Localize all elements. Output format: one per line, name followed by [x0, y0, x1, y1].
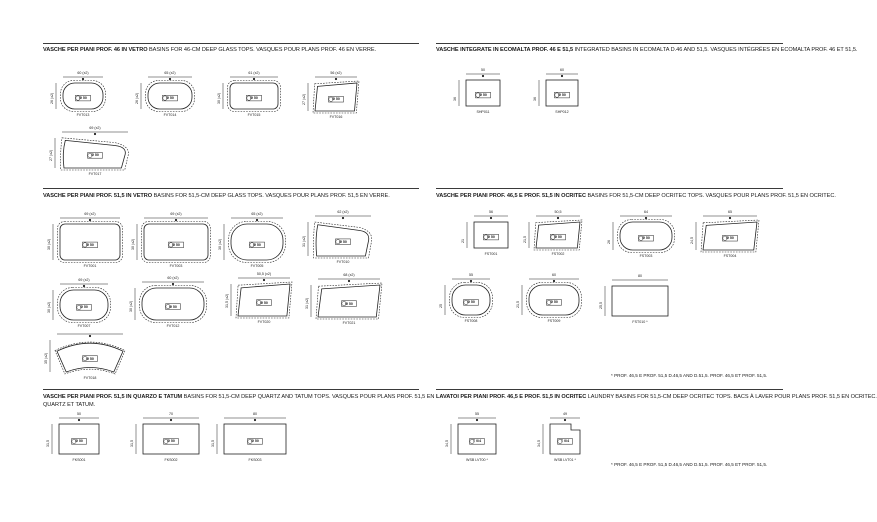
tap-hole-icon — [553, 280, 555, 282]
center-label: Ø 50 — [91, 153, 99, 158]
model-code: FVT012 — [166, 324, 180, 328]
height-label: 27 (x2) — [302, 93, 306, 105]
center-label: Ø 50 — [260, 300, 268, 305]
tap-hole-icon — [564, 419, 566, 421]
height-label: 26 (x2) — [135, 92, 139, 104]
height-label: 36 — [453, 97, 457, 101]
height-label: 25,5 — [599, 302, 603, 309]
model-code: FST008 — [464, 319, 478, 323]
center-label: T 0/4 — [472, 439, 482, 444]
center-label: Ø 50 — [253, 242, 261, 247]
basin-fvt014 — [135, 71, 192, 117]
tap-hole-icon — [645, 217, 647, 219]
tap-hole-icon — [78, 419, 80, 421]
model-code: FVT013 — [76, 113, 90, 117]
width-label: 65 (x2) — [164, 71, 176, 75]
width-label: 56 — [489, 210, 493, 214]
width-label: 70 — [169, 412, 173, 416]
height-label: 30 (x2) — [217, 92, 221, 104]
height-label: 31,5 — [46, 440, 50, 447]
width-label: 65 (x2) — [251, 212, 263, 216]
width-label: 60 — [560, 68, 564, 72]
center-label: Ø 50 — [479, 93, 487, 98]
width-label: 56 (x2) — [330, 71, 342, 75]
tap-hole-icon — [557, 217, 559, 219]
width-label: 69 (x2) — [89, 126, 101, 130]
tap-hole-icon — [82, 78, 84, 80]
center-label: Ø 50 — [172, 242, 180, 247]
height-label: 30 (x2) — [47, 238, 51, 250]
model-code: FST004 — [723, 254, 737, 258]
rule-mid-left — [43, 188, 419, 189]
model-code: FKS003 — [248, 458, 262, 462]
height-label: 35 (x2) — [44, 352, 48, 364]
tap-hole-icon — [561, 75, 563, 77]
basin-fks002 — [130, 412, 199, 462]
center-label: Ø 50 — [167, 439, 175, 444]
width-label: 55 — [475, 412, 479, 416]
basin-shp011 — [453, 68, 500, 114]
model-code: FST003 — [639, 254, 653, 258]
tap-hole-icon — [482, 75, 484, 77]
center-label: Ø 50 — [250, 96, 258, 101]
height-label: 30 (x2) — [131, 238, 135, 250]
center-label: Ø 50 — [558, 93, 566, 98]
width-label: 69 (x2) — [78, 278, 90, 282]
center-label: Ø 50 — [345, 301, 353, 306]
basin-fvt012 — [129, 276, 204, 328]
model-code: FVT021 — [342, 321, 356, 325]
tap-hole-icon — [476, 419, 478, 421]
model-code: FVT010 — [336, 260, 350, 264]
basin-wsb-lvt01 — [537, 412, 580, 462]
height-label: 24,5 — [690, 237, 694, 244]
basin-fvt021 — [305, 273, 380, 325]
center-label: Ø 50 — [79, 96, 87, 101]
center-label: Ø 50 — [339, 239, 347, 244]
basin-fst003 — [607, 210, 672, 258]
height-label: 30 (x2) — [129, 300, 133, 312]
width-label: 60 (x2) — [167, 276, 179, 280]
height-label: 31 (x2) — [302, 235, 306, 247]
tap-hole-icon — [175, 219, 177, 221]
basin-fks001 — [46, 412, 99, 462]
width-label: 50,5 (x2) — [256, 272, 272, 276]
width-label: 69 (x2) — [84, 212, 96, 216]
section-title-ocritec: VASCHE PER PIANI PROF. 46,5 E PROF. 51,5 IN OCRITEC BASINS FOR 51,5-CM DEEP OCRITEC TOPS. VASQUES POUR PLANS PROF. 51,5 EN OCRITEC. — [436, 193, 836, 199]
model-code: FVT007 — [77, 324, 91, 328]
basin-fvt005 — [218, 212, 283, 268]
model-code: FVT003 — [169, 264, 183, 268]
height-label: 27 (x2) — [49, 149, 53, 161]
tap-hole-icon — [490, 217, 492, 219]
model-code: FVT014 — [163, 113, 177, 117]
tap-hole-icon — [256, 219, 258, 221]
basin-fvt020 — [225, 272, 290, 324]
center-label: T 0/4 — [560, 439, 570, 444]
height-label: 34,5 — [445, 440, 449, 447]
center-label: Ø 50 — [86, 356, 94, 361]
width-label: 49 — [563, 412, 567, 416]
section-title-quarzo: VASCHE PER PIANI PROF. 51,5 IN QUARZO E TATUM BASINS FOR 51,5-CM DEEP QUARTZ AND TATUM TOPS. VASQUES POUR PLANS PROF. 51,5 EN — [43, 394, 435, 400]
rule-mid-right — [436, 188, 783, 189]
center-label: Ø 50 — [467, 300, 475, 305]
tap-hole-icon — [170, 419, 172, 421]
model-code: FVT001 — [83, 264, 97, 268]
basin-fvt001 — [47, 212, 120, 268]
height-label: 31,5 — [211, 440, 215, 447]
rule-top-right — [436, 43, 783, 44]
tap-hole-icon — [342, 217, 344, 219]
height-label: 26 (x2) — [50, 92, 54, 104]
model-code: FST001 — [484, 252, 498, 256]
basin-shp012 — [533, 68, 578, 114]
model-code: FVT016 — [329, 115, 343, 119]
center-label: Ø 50 — [80, 305, 88, 310]
width-label: 80 — [253, 412, 257, 416]
tap-hole-icon — [470, 280, 472, 282]
basin-fvt016 — [302, 71, 357, 119]
rule-low-left — [43, 389, 419, 390]
footnote-lavatoi: * PROF. 46,5 E PROF. 51,5 D.46,5 AND D.51,5. PROF. 46,5 ET PROF. 51,5. — [611, 462, 768, 467]
model-code: FVT018 — [83, 376, 97, 380]
width-label: 65 — [728, 210, 732, 214]
tap-hole-icon — [89, 219, 91, 221]
width-label: 50,5 — [554, 210, 562, 214]
model-code: FVT017 — [88, 172, 102, 176]
footnote-ocritec: * PROF. 46,5 E PROF. 51,5 D.46,5 AND D.51,5. PROF. 46,5 ET PROF. 51,5. — [611, 373, 768, 378]
center-label: Ø 50 — [169, 304, 177, 309]
basin-fst002 — [523, 210, 580, 256]
section-title-ecomalta: VASCHE INTEGRATE IN ECOMALTA PROF. 46 E 51,5 INTEGRATED BASINS IN ECOMALTA D.46 AND 51,5. VASQUES INTÉGRÉES EN ECOMALTA PROF. 46 ET 51,5. — [436, 47, 858, 53]
tap-hole-icon — [729, 217, 731, 219]
height-label: 21,5 — [516, 301, 520, 308]
section-title-lavatoi: LAVATOI PER PIANI PROF. 46,5 E PROF. 51,5 IN OCRITEC LAUNDRY BASINS FOR 51,5-CM DEEP OCRITEC TOPS. BACS À LAVER POUR PLANS PROF. 51,5 EN OCRITEC. — [436, 394, 877, 400]
basin-fvt015 — [217, 71, 278, 117]
height-label: 34,5 — [537, 440, 541, 447]
tap-hole-icon — [94, 133, 96, 135]
tap-hole-icon — [348, 280, 350, 282]
model-code: FST002 — [551, 252, 565, 256]
basin-fvt003 — [131, 212, 208, 268]
basin-fst010 — [599, 274, 668, 324]
height-label: 25 — [439, 304, 443, 308]
width-label: 62 (x2) — [337, 210, 349, 214]
model-code: FVT005 — [250, 264, 264, 268]
height-label: 30 (x2) — [47, 301, 51, 313]
basin-wsb-lvt00 — [445, 412, 496, 462]
basin-fst009 — [516, 273, 579, 323]
model-code: FKS002 — [164, 458, 178, 462]
width-label: 61 (x2) — [248, 71, 260, 75]
model-code: SHP011 — [476, 110, 490, 114]
basin-fvt010 — [302, 210, 371, 264]
basin-outline — [612, 286, 668, 316]
tap-hole-icon — [254, 419, 256, 421]
tap-hole-icon — [263, 279, 265, 281]
model-code: FVT020 — [257, 320, 271, 324]
center-label: Ø 50 — [726, 236, 734, 241]
width-label: 68 (x2) — [343, 273, 355, 277]
width-label: 64 — [644, 210, 648, 214]
center-label: Ø 50 — [550, 300, 558, 305]
basin-fvt018 — [44, 340, 123, 380]
height-label: 36 — [533, 97, 537, 101]
width-label: 50 — [481, 68, 485, 72]
basin-fvt013 — [50, 71, 103, 117]
center-label: Ø 50 — [332, 97, 340, 102]
height-label: 31 (x2) — [305, 297, 309, 309]
model-code: FST009 — [547, 319, 561, 323]
rule-low-right — [436, 389, 783, 390]
section-title-vetro515: VASCHE PER PIANI PROF. 51,5 IN VETRO BASINS FOR 51,5-CM DEEP GLASS TOPS. VASQUES POUR PLANS PROF. 51,5 EN VERRE. — [43, 193, 390, 199]
tap-hole-icon — [83, 285, 85, 287]
width-label: 69 (x2) — [170, 212, 182, 216]
center-label: Ø 50 — [487, 235, 495, 240]
basin-fst004 — [690, 210, 757, 258]
width-label: 80 — [638, 274, 642, 278]
basin-fvt007 — [47, 278, 108, 328]
width-label: 55 — [469, 273, 473, 277]
model-code: FVT015 — [247, 113, 261, 117]
basin-fvt017 — [49, 126, 128, 176]
center-label: Ø 50 — [75, 439, 83, 444]
height-label: 21,5 — [523, 236, 527, 243]
tap-hole-icon — [172, 283, 174, 285]
model-code: WSB LVT00 * — [466, 458, 488, 462]
section-title-vetro46: VASCHE PER PIANI PROF. 46 IN VETRO BASINS FOR 46-CM DEEP GLASS TOPS. VASQUES POUR PLANS PROF. 46 EN VERRE. — [43, 47, 377, 53]
tap-hole-icon — [253, 78, 255, 80]
basin-fst008 — [439, 273, 490, 323]
basin-fks003 — [211, 412, 286, 462]
model-code: FKS001 — [72, 458, 86, 462]
center-label: Ø 50 — [166, 96, 174, 101]
basin-fst001 — [461, 210, 508, 256]
width-label: 60 — [552, 273, 556, 277]
height-label: 21 — [461, 239, 465, 243]
center-label: Ø 50 — [86, 242, 94, 247]
height-label: 26 — [607, 240, 611, 244]
model-code: FST010 * — [632, 320, 648, 324]
width-label: 60 (x2) — [77, 71, 89, 75]
model-code: WSB LVT01 * — [554, 458, 576, 462]
height-label: 31,5 (x2) — [225, 293, 229, 308]
tap-hole-icon — [335, 78, 337, 80]
center-label: Ø 50 — [554, 235, 562, 240]
section-title-quarzo-line2: QUARTZ ET TATUM. — [43, 402, 96, 408]
tap-hole-icon — [169, 78, 171, 80]
height-label: 31,5 — [130, 440, 134, 447]
height-label: 30 (x2) — [218, 238, 222, 250]
tap-hole-icon — [89, 335, 91, 337]
center-label: Ø 50 — [251, 439, 259, 444]
width-label: 50 — [77, 412, 81, 416]
model-code: SHP012 — [555, 110, 569, 114]
center-label: Ø 50 — [642, 236, 650, 241]
rule-top-left — [43, 43, 419, 44]
